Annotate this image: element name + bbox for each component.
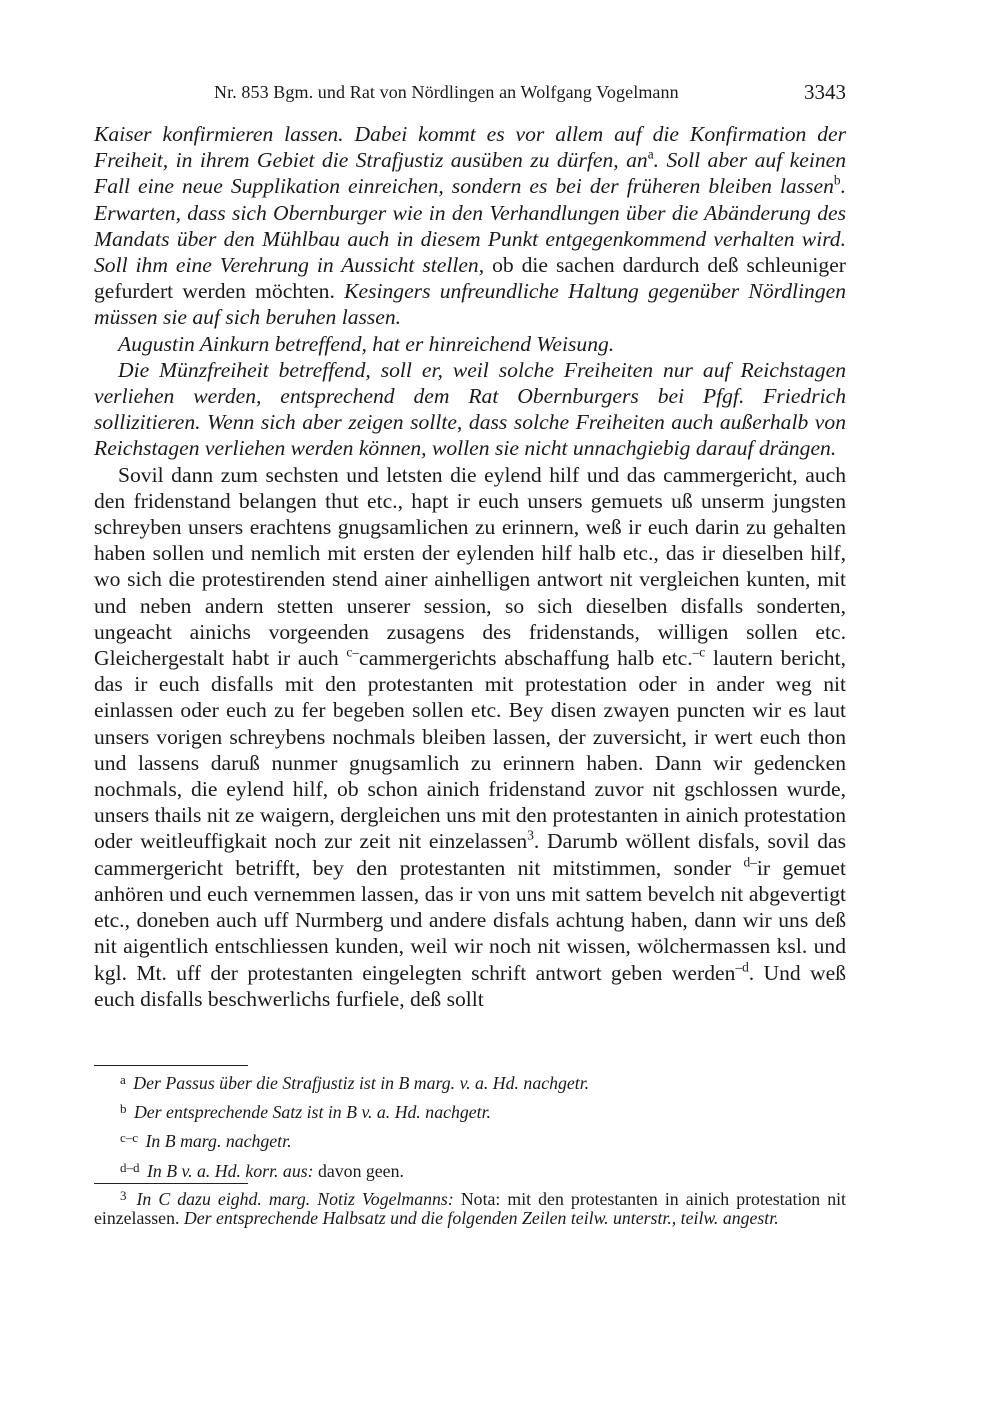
footnote-mark: 3 (527, 828, 534, 844)
paragraph-3: Die Münzfreiheit betreffend, soll er, weil solche Freiheiten nur auf Reichstagen verliehen werden, entsprechend dem Rat Obernburgers bei Pfgf. Friedrich sollizitieren. Wenn sich aber zeigen sollte, dass solche Freiheiten auch außerhalb von Reichstagen verliehen werden können, wollen sie nicht unnachgiebig darauf drängen. (94, 357, 846, 461)
main-text (94, 121, 846, 1012)
apparatus-mark: c– (346, 644, 360, 660)
regest-text: . Soll aber auf keinen Fall eine neue Supplikation einreichen, sondern es bei der früheren bleiben lassen (94, 148, 846, 199)
footnote-text: In C dazu eighd. marg. Notiz Vogelmanns: (136, 1189, 454, 1209)
page-header (94, 80, 846, 108)
paragraph-4 (94, 462, 846, 1012)
footnote-rule (94, 1183, 248, 1184)
apparatus-note-text: In B v. a. Hd. korr. aus: (146, 1160, 314, 1181)
apparatus-note-text: Der entsprechende Satz ist in B v. a. Hd. nachgetr. (133, 1102, 491, 1123)
apparatus-mark: d– (743, 854, 757, 870)
regest-text: Kaiser konfirmieren lassen. Dabei kommt es vor allem auf die Konfirmation der Freiheit, in ihrem Gebiet die Strafjustiz ausüben zu dürfen, an (94, 122, 846, 173)
source-text: Sovil dann zum sechsten und letsten die eylend hilf und das cammergericht, auch den fridenstand belangen thut etc., hapt ir euch unsers gemuets uß unserm jungsten schreyben unsers erachtens gnugsamlichen zu erinnern, weß ir euch darin zu gehalten haben sollen und nemlich mit ersten der eylenden hilf halb etc., das ir dieselben hilf, wo sich die protestirenden stend ainer ainhelligen antwort nit vergleichen kunten, mit und neben andern stetten unserer session, so sich dieselben disfalls sonderten, ungeacht ainichs vorgeenden zusagens des fridenstands, willigen sollen etc. Gleichergestalt habt ir auch (94, 462, 846, 671)
source-text: lautern bericht, das ir euch disfalls mit den protestanten mit protestation oder in ander weg nit einlassen oder euch zu fer begeben sollen etc. Bey disen zwayen puncten wir es laut unsers vorigen schreybens nochmals bleiben lassen, der zuversicht, ir wert euch thon und lassens daruß nunmer gnugsamlich zu erinnern haben. Dann wir gedencken nochmals, die eylend hilf, ob schon ainich fridenstand zuvor nit gschlossen wurde, unsers thails nit ze waigern, dergleichen uns mit den protestanten in ainich protestation oder weitleuffigkait noch zur zeit nit einzelassen (94, 646, 847, 854)
regest-text: Kesingers unfreundliche Haltung gegenüber Nördlingen müssen sie auf sich beruhen lassen. (94, 279, 847, 330)
apparatus-mark: –d (735, 959, 749, 975)
apparatus-note (94, 1125, 846, 1154)
page-number: 3343 (804, 80, 846, 104)
apparatus-note-mark: d–d (120, 1159, 140, 1175)
footnote-text: Der entsprechende Halbsatz und die folgenden Zeilen teilw. unterstr., teilw. angestr. (179, 1208, 779, 1229)
apparatus-note-reading: davon geen. (318, 1160, 404, 1181)
apparatus-note-mark: a (120, 1072, 126, 1087)
paragraph-1 (94, 121, 846, 331)
quoted-source-text: ob die sachen dardurch deß schleuniger gefurdert werden möchten. (94, 253, 846, 304)
source-text: ir gemuet anhören und euch vernemmen lassen, das ir von uns mit sattem bevelch nit abgevertigt etc., doneben auch uff Nurmberg und andere disfals achtung haben, dann wir uns deß nit aigentlich entschliessen kunden, weil wir noch nit wissen, wölchermassen ksl. und kgl. Mt. uff der protestanten eingelegten schrift antwort geben werden (94, 855, 846, 985)
paragraph-2: Augustin Ainkurn betreffend, hat er hinreichend Weisung. (118, 331, 615, 356)
footnote (94, 1186, 846, 1229)
apparatus-note-text: Der Passus über die Strafjustiz ist in B marg. v. a. Hd. nachgetr. (133, 1073, 590, 1093)
footnotes (94, 1186, 846, 1229)
running-head: Nr. 853 Bgm. und Rat von Nördlingen an Wolfgang Vogelmann (214, 82, 679, 102)
apparatus-mark: b (833, 173, 841, 189)
source-text: . Und weß euch disfalls beschwerlichs furfiele, deß sollt (94, 960, 847, 1011)
apparatus-note-text: In B marg. nachgetr. (145, 1131, 292, 1152)
critical-apparatus (94, 1067, 846, 1184)
apparatus-mark: –c (692, 644, 706, 660)
apparatus-mark: a (647, 146, 654, 162)
apparatus-note-mark: b (120, 1101, 127, 1117)
apparatus-note-mark: c–c (120, 1130, 139, 1146)
source-text: . Darumb wöllent disfals, sovil das cammergericht betrifft, bey den protestanten nit mitstimmen, sonder (94, 829, 846, 880)
regest-text: . Erwarten, dass sich Obernburger wie in den Verhandlungen über die Abänderung des Mandats über den Mühlbau auch in diesem Punkt entgegenkommend verhalten wird. Soll ihm eine Verehrung in Aussicht stellen, (94, 174, 846, 278)
apparatus-rule (94, 1065, 248, 1066)
apparatus-note (94, 1067, 846, 1096)
footnote-number: 3 (120, 1188, 127, 1203)
apparatus-note (94, 1096, 846, 1125)
apparatus-note (94, 1155, 846, 1184)
source-text: cammergerichts abschaffung halb etc. (359, 646, 693, 671)
footnote-quote: Nota: mit den protestanten in ainich protestation nit einzelassen. (94, 1189, 846, 1229)
